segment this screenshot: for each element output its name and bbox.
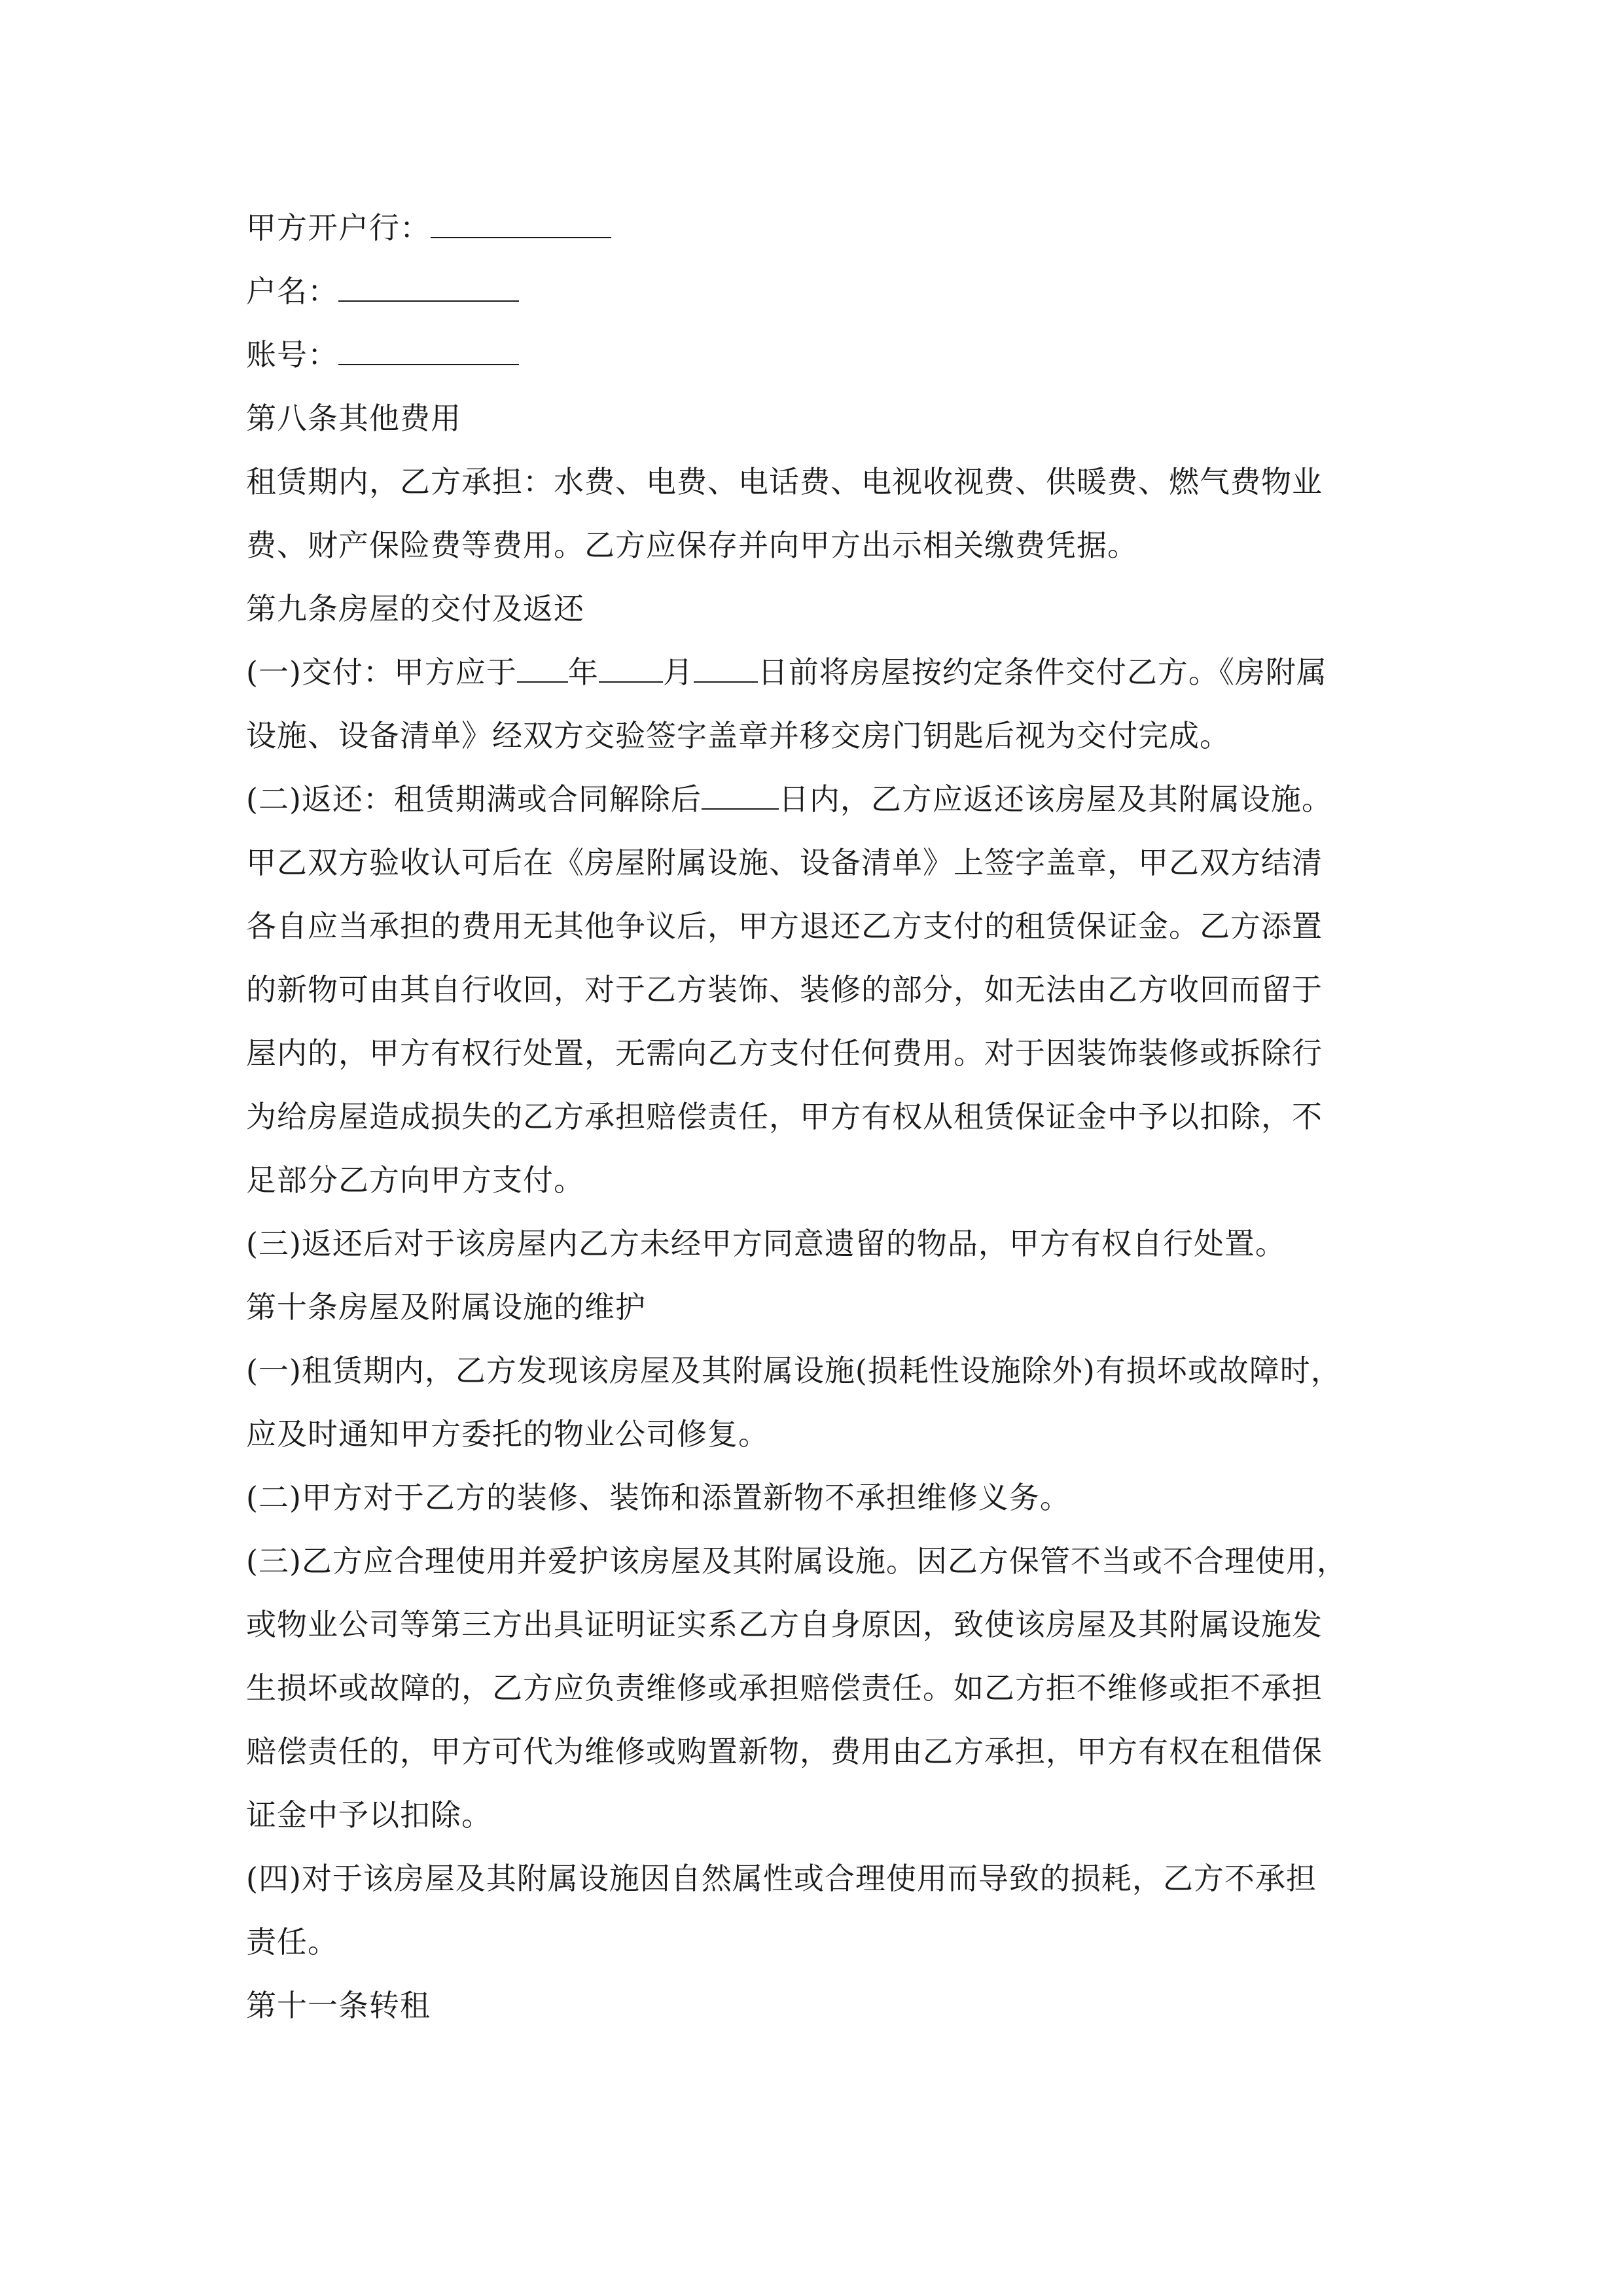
return-text-a: (二)返还：租赁期满或合同解除后 (246, 781, 702, 817)
article-10-p3-line-3: 生损坏或故障的，乙方应负责维修或承担赔偿责任。如乙方拒不维修或拒不承担 (246, 1670, 1323, 1706)
delivery-day-blank (694, 655, 758, 683)
account-number-label: 账号： (246, 337, 338, 372)
article-9-p2-line-6: 为给房屋造成损失的乙方承担赔偿责任，甲方有权从租赁保证金中予以扣除，不 (246, 1099, 1323, 1134)
delivery-text-a: (一)交付：甲方应于 (246, 655, 517, 690)
bank-blank (431, 211, 611, 238)
article-9-p1-line-1 (246, 641, 1418, 704)
delivery-year-blank (517, 655, 568, 683)
article-10-p4-line-1: (四)对于该房屋及其附属设施因自然属性或合理使用而导致的损耗，乙方不承担 (246, 1861, 1317, 1896)
bank-line (246, 196, 1418, 260)
delivery-month-blank (599, 655, 663, 683)
return-days-blank (702, 782, 779, 810)
article-10-p3-line-4: 赔偿责任的，甲方可代为维修或购置新物，费用由乙方承担，甲方有权在租借保 (246, 1734, 1323, 1769)
article-10-p3-line-5: 证金中予以扣除。 (246, 1797, 492, 1833)
article-11-title: 第十一条转租 (246, 1988, 431, 2023)
article-8-title: 第八条其他费用 (246, 401, 461, 436)
delivery-text-b: 日前将房屋按约定条件交付乙方。《房附属 (757, 655, 1327, 690)
article-9-p2-line-4: 的新物可由其自行收回，对于乙方装饰、装修的部分，如无法由乙方收回而留于 (246, 972, 1323, 1007)
account-number-blank (338, 338, 519, 365)
delivery-month-label: 月 (662, 655, 694, 690)
article-10-p1-line-1: (一)租赁期内，乙方发现该房屋及其附属设施(损耗性设施除外)有损坏或故障时， (246, 1353, 1342, 1388)
account-number-line (246, 323, 1418, 387)
article-9-p2-line-2: 甲乙双方验收认可后在《房屋附属设施、设备清单》上签字盖章，甲乙双方结清 (246, 845, 1323, 880)
article-10-title: 第十条房屋及附属设施的维护 (246, 1289, 646, 1325)
account-name-label: 户名： (246, 274, 338, 309)
article-9-p1-line-2: 设施、设备清单》经双方交验签字盖章并移交房门钥匙后视为交付完成。 (246, 718, 1230, 753)
article-10-p3-line-1: (三)乙方应合理使用并爱护该房屋及其附属设施。因乙方保管不当或不合理使用， (246, 1543, 1347, 1579)
contract-page (246, 196, 1418, 2037)
bank-label: 甲方开户行： (246, 210, 431, 245)
article-9-title: 第九条房屋的交付及返还 (246, 591, 584, 626)
delivery-year-label: 年 (567, 655, 599, 690)
article-10-p2: (二)甲方对于乙方的装修、装饰和添置新物不承担维修义务。 (246, 1480, 1071, 1515)
article-8-line-2: 费、财产保险费等费用。乙方应保存并向甲方出示相关缴费凭据。 (246, 528, 1138, 563)
return-text-b: 日内，乙方应返还该房屋及其附属设施。 (778, 781, 1332, 817)
article-10-p1-line-2: 应及时通知甲方委托的物业公司修复。 (246, 1416, 769, 1452)
article-10-p4-line-2: 责任。 (246, 1924, 338, 1960)
account-name-blank (338, 274, 519, 302)
article-10-p3-line-2: 或物业公司等第三方出具证明证实系乙方自身原因，致使该房屋及其附属设施发 (246, 1607, 1323, 1642)
article-9-p2-line-7: 足部分乙方向甲方支付。 (246, 1162, 584, 1198)
article-9-p2-line-5: 屋内的，甲方有权行处置，无需向乙方支付任何费用。对于因装饰装修或拆除行 (246, 1035, 1323, 1071)
article-9-p2-line-1 (246, 768, 1418, 831)
article-8-line-1: 租赁期内，乙方承担：水费、电费、电话费、电视收视费、供暖费、燃气费物业 (246, 464, 1323, 499)
article-9-p2-line-3: 各自应当承担的费用无其他争议后，甲方退还乙方支付的租赁保证金。乙方添置 (246, 908, 1323, 944)
account-name-line (246, 260, 1418, 323)
article-9-p3: (三)返还后对于该房屋内乙方未经甲方同意遗留的物品，甲方有权自行处置。 (246, 1226, 1286, 1261)
